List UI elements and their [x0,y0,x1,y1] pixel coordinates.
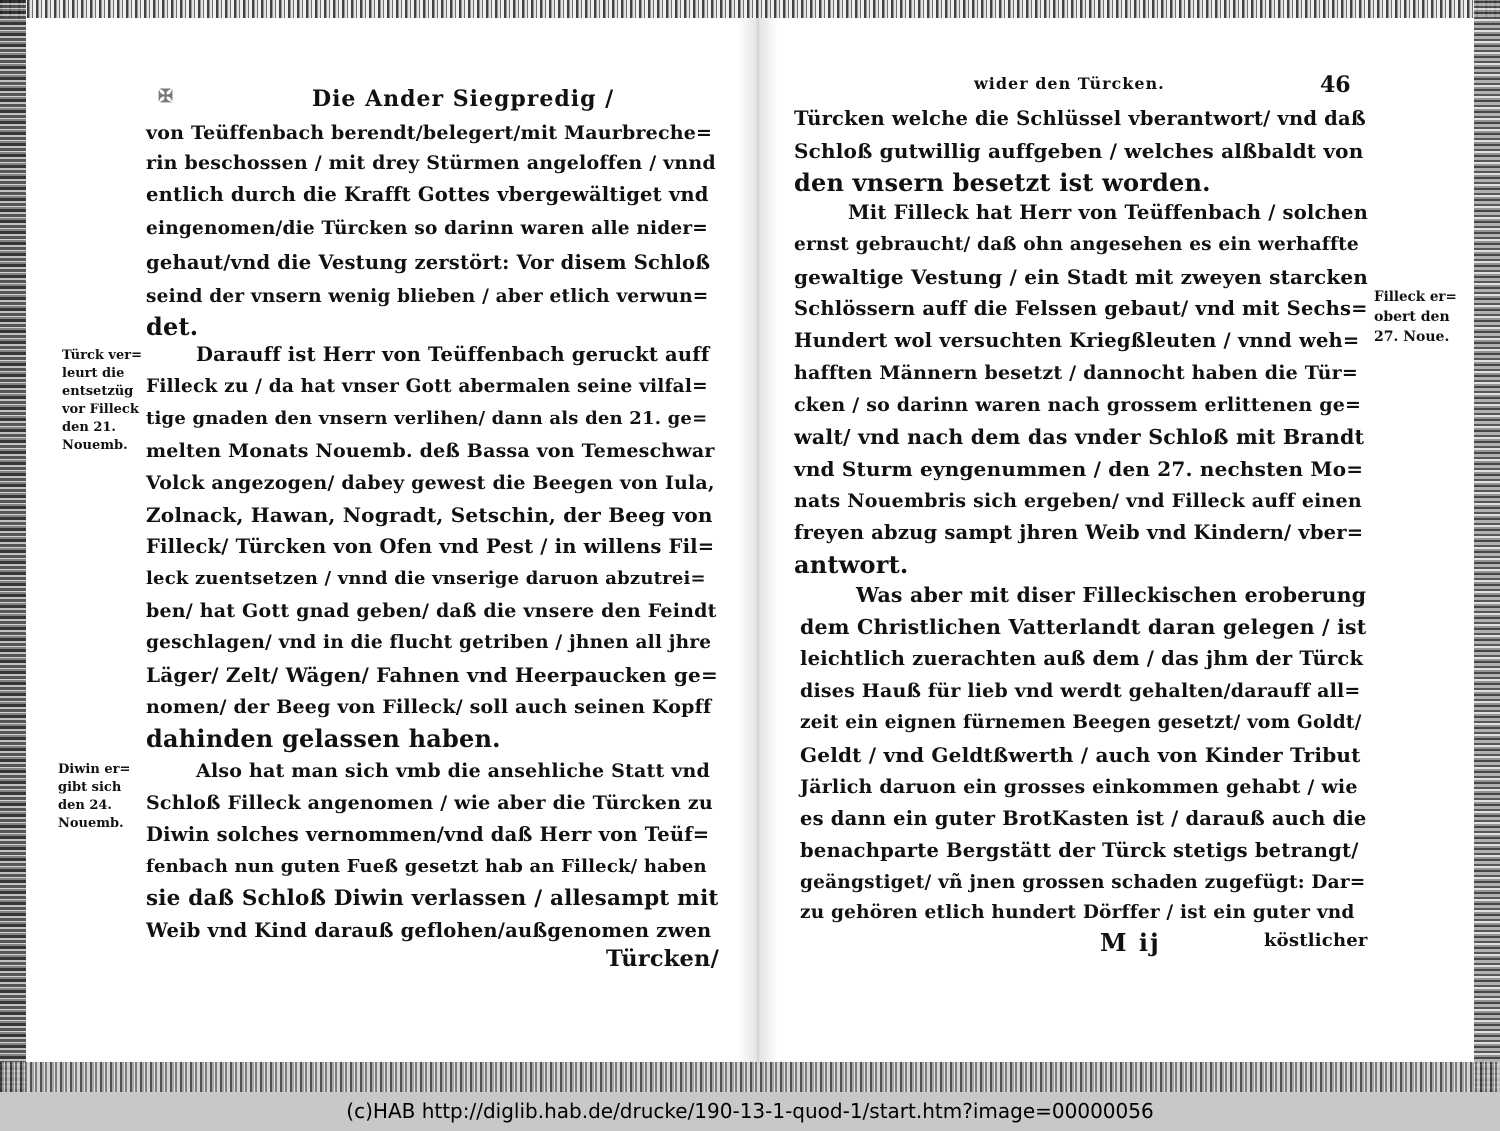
text-line: geschlagen/ vnd in die flucht getriben / jhnen all jhre [146,632,712,653]
text-line: freyen abzug sampt jhren Weib vnd Kindern/ vber= [794,521,1364,544]
text-line: benachparte Bergstätt der Türck stetigs betrangt/ [800,839,1359,862]
text-line: cken / so darinn waren nach grossem erlittenen ge= [794,394,1362,416]
text-line: Türcken welche die Schlüssel vberantwort/ vnd daß [794,107,1366,130]
scan-edge-bottom [0,1062,1500,1092]
text-line: Also hat man sich vmb die ansehliche Statt vnd [196,760,711,782]
text-line: antwort. [794,550,909,579]
text-line: Läger/ Zelt/ Wägen/ Fahnen vnd Heerpaucken ge= [146,663,718,687]
left-running-header: Die Ander Siegpredig / [312,86,615,112]
text-line: ben/ hat Gott gnad geben/ daß die vnsere den Feindt [146,600,717,622]
text-line: leichtlich zuerachten auß dem / das jhm der Türck [800,647,1364,670]
copyright-footer: (c)HAB http://diglib.hab.de/drucke/190-13-1-quod-1/start.htm?image=00000056 [0,1092,1500,1131]
text-line: zeit ein eignen fürnemen Beegen gesetzt/ vom Goldt/ [800,712,1362,733]
signature-mark: M ij [1100,928,1161,957]
text-line: det. [146,312,199,341]
text-line: leck zuentsetzen / vnnd die vnserige daruon abzutrei= [146,568,706,589]
text-line: Schloß Filleck angenomen / wie aber die Türcken zu [146,792,713,814]
page-number: 46 [1320,72,1351,98]
text-line: dahinden gelassen haben. [146,724,501,753]
text-line: seind der vnsern wenig blieben / aber etlich verwun= [146,286,709,307]
text-line: es dann ein guter BrotKasten ist / darauß auch die [800,807,1367,830]
text-line: Filleck zu / da hat vnser Gott abermalen seine vilfal= [146,376,708,397]
left-page: ✠ Die Ander Siegpredig / von Teüffenbach berendt/belegert/mit Maurbreche= rin beschossen / mit drey Stürmen angeloffen / vnnd entlich durch die Krafft Gottes vbergewältiget vnd eingenomen/die Türcken so darinn waren alle nider= gehaut/vnd die Vestung zerstört: Vor disem Schloß seind der vnsern wenig blieben / aber etlich verwun= det. Darauff ist Herr von Teüffenbach geruckt auff Filleck zu / da hat vnser Gott abermalen seine vilfal= tige gnaden den vnsern verlihen/ dann als den 21. ge= melten Monats Nouemb. deß Bassa von Temeschwar Volck angezogen/ dabey gewest die Beegen von Iula, Zolnack, Hawan, Nogradt, Setschin, der Beeg von Filleck/ Türcken von Ofen vnd Pest / in willens Fil= leck zuentsetzen / vnnd die vnserige daruon abzutrei= ben/ hat Gott gnad geben/ daß die vnsere den Feindt geschlagen/ vnd in die flucht getriben / jhnen all jhre Läger/ Zelt/ Wägen/ Fahnen vnd Heerpaucken ge= nomen/ der Beeg von Filleck/ soll auch seinen Kopff dahinden gelassen haben. Also hat man sich vmb die ansehliche Statt vnd Schloß Filleck angenomen / wie aber die Türcken zu Diwin solches vernommen/vnd daß Herr von Teüf= fenbach nun guten Fueß gesetzt hab an Filleck/ haben sie daß Schloß Diwin verlassen / allesampt mit Weib vnd Kind darauß geflohen/außgenomen zwen Türcken/ Türck ver= leurt die entsetzüg vor Filleck den 21. Nouemb. Diwin er= gibt sich den 24. Nouemb. [58,86,720,972]
text-line: vnd Sturm eyngenummen / den 27. nechsten Mo= [794,457,1364,481]
ornament: ✠ [158,86,175,107]
text-line: Schlössern auff die Felssen gebaut/ vnd mit Sechs= [794,297,1368,320]
text-line: fenbach nun guten Fueß gesetzt hab an Filleck/ haben [146,856,707,877]
text-line: Darauff ist Herr von Teüffenbach geruckt auff [196,343,710,366]
text-line: Was aber mit diser Filleckischen eroberung [856,583,1367,607]
text-line: ernst gebraucht/ daß ohn angesehen es ein werhaffte [794,234,1359,255]
text-line: melten Monats Nouemb. deß Bassa von Temeschwar [146,440,715,462]
text-line: dises Hauß für lieb vnd werdt gehalten/darauff all= [800,680,1361,702]
text-line: zu gehören etlich hundert Dörffer / ist ein guter vnd [800,902,1355,923]
text-line: rin beschossen / mit drey Stürmen angeloffen / vnnd [146,152,716,174]
right-catchword: köstlicher [1264,930,1368,951]
text-line: Geldt / vnd Geldtßwerth / auch von Kinder Tribut [800,743,1361,767]
text-line: Mit Filleck hat Herr von Teüffenbach / solchen [848,201,1368,224]
text-line: sie daß Schloß Diwin verlassen / allesampt mit [146,886,719,911]
right-running-header: wider den Türcken. [974,74,1165,93]
text-line: gehaut/vnd die Vestung zerstört: Vor disem Schloß [146,251,711,274]
text-line: Järlich daruon ein grosses einkommen gehabt / wie [800,776,1358,798]
text-line: gewaltige Vestung / ein Stadt mit zweyen starcken [794,265,1369,289]
text-line: Weib vnd Kind darauß geflohen/außgenomen zwen [146,919,712,942]
left-catchword: Türcken/ [606,946,720,972]
text-line: von Teüffenbach berendt/belegert/mit Maurbreche= [146,122,713,144]
text-line: den vnsern besetzt ist worden. [794,168,1211,197]
text-line: Hundert wol versuchten Kriegßleuten / vnnd weh= [794,329,1360,352]
right-page: wider den Türcken. 46 Türcken welche die Schlüssel vberantwort/ vnd daß Schloß gutwillig auffgeben / welches alßbaldt von den vnsern besetzt ist worden. Mit Filleck hat Herr von Teüffenbach / solchen ernst gebraucht/ daß ohn angesehen es ein werhaffte gewaltige Vestung / ein Stadt mit zweyen starcken Schlössern auff die Felssen gebaut/ vnd mit Sechs= Hundert wol versuchten Kriegßleuten / vnnd weh= hafften Männern besetzt / dannocht haben die Tür= cken / so darinn waren nach grossem erlittenen ge= walt/ vnd nach dem das vnder Schloß mit Brandt vnd Sturm eyngenummen / den 27. nechsten Mo= nats Nouembris sich ergeben/ vnd Filleck auff einen freyen abzug sampt jhren Weib vnd Kindern/ vber= antwort. Was aber mit diser Filleckischen eroberung dem Christlichen Vatterlandt daran gelegen / ist leichtlich zuerachten auß dem / das jhm der Türck dises Hauß für lieb vnd werdt gehalten/darauff all= zeit ein eignen fürnemen Beegen gesetzt/ vom Goldt/ Geldt / vnd Geldtßwerth / auch von Kinder Tribut Järlich daruon ein grosses einkommen gehabt / wie es dann ein guter BrotKasten ist / darauß auch die benachparte Bergstätt der Türck stetigs betrangt/ geängstiget/ vñ jnen grossen schaden zugefügt: Dar= zu gehören etlich hundert Dörffer / ist ein guter vnd M ij köstlicher Filleck er= obert den 27. Noue. [794,72,1457,957]
text-line: nats Nouembris sich ergeben/ vnd Filleck auff einen [794,490,1362,512]
text-line: dem Christlichen Vatterlandt daran gelegen / ist [800,615,1367,639]
text-line: Schloß gutwillig auffgeben / welches alßbaldt von [794,139,1364,163]
text-line: hafften Männern besetzt / dannocht haben die Tür= [794,362,1358,384]
text-line: Filleck/ Türcken von Ofen vnd Pest / in willens Fil= [146,535,715,558]
text-line: eingenomen/die Türcken so darinn waren alle nider= [146,218,708,239]
text-line: tige gnaden den vnsern verlihen/ dann als den 21. ge= [146,408,708,429]
text-line: geängstiget/ vñ jnen grossen schaden zugefügt: Dar= [800,872,1366,893]
text-line: walt/ vnd nach dem das vnder Schloß mit Brandt [794,425,1365,449]
text-line: Diwin solches vernommen/vnd daß Herr von Teüf= [146,823,710,846]
text-line: nomen/ der Beeg von Filleck/ soll auch seinen Kopff [146,696,712,718]
text-line: entlich durch die Krafft Gottes vbergewältiget vnd [146,183,709,206]
text-line: Zolnack, Hawan, Nogradt, Setschin, der Beeg von [146,503,713,527]
text-line: Volck angezogen/ dabey gewest die Beegen von Iula, [146,472,715,494]
